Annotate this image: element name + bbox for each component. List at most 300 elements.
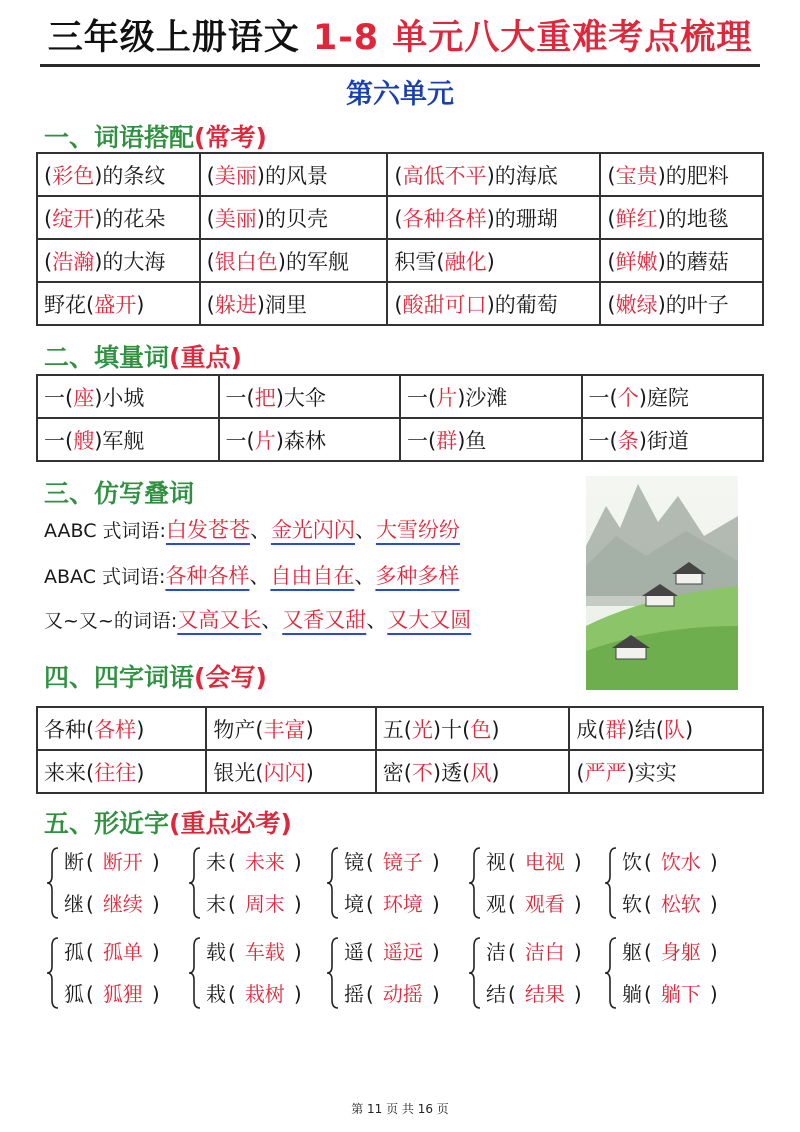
prompt-text: )的花朵 [94, 206, 166, 231]
prompt-text: ( [206, 206, 215, 231]
answer-text: 酸甜可口 [402, 292, 487, 317]
similar-char-group [46, 844, 196, 922]
prompt-text: 一( [225, 428, 255, 453]
base-char: 继 [64, 892, 84, 916]
prompt-text: ( [607, 249, 616, 274]
reduplication-row [44, 514, 460, 544]
answer-word: 继续 [102, 892, 143, 916]
answer-word: 狐狸 [102, 982, 143, 1006]
idiom-row [37, 750, 763, 793]
prompt-text: ( [607, 163, 616, 188]
section-3-heading [44, 474, 194, 510]
reduplication-word: 白发苍苍 [165, 518, 250, 542]
match-cell [600, 239, 763, 282]
match-cell [37, 153, 200, 196]
open-paren: ( [228, 940, 236, 964]
base-char: 境 [344, 892, 364, 916]
prompt-text: )实实 [626, 760, 677, 785]
prompt-text: )透( [432, 760, 471, 785]
base-char: 洁 [486, 940, 506, 964]
answer-text: 美丽 [214, 206, 257, 231]
answer-word: 断开 [102, 850, 143, 874]
answer-word: 松软 [660, 892, 701, 916]
answer-text: 个 [617, 385, 639, 410]
reduplication-word: 各种各样 [165, 564, 250, 588]
reduplication-word: 又大又圆 [387, 608, 472, 632]
brace-icon [326, 844, 340, 922]
prompt-text: 一( [588, 385, 618, 410]
open-paren: ( [366, 850, 374, 874]
open-paren: ( [508, 982, 516, 1006]
answer-text: 融化 [444, 249, 487, 274]
title-divider [40, 64, 760, 67]
prompt-text: )小城 [94, 385, 145, 410]
open-paren: ( [508, 892, 516, 916]
answer-text: 往往 [94, 760, 137, 785]
prompt-text: ( [44, 163, 53, 188]
answer-word: 饮水 [660, 850, 701, 874]
idiom-cell [569, 750, 763, 793]
answer-word: 孤单 [102, 940, 143, 964]
answer-text: 片 [254, 428, 276, 453]
match-cell [387, 153, 600, 196]
base-char: 镜 [344, 850, 364, 874]
similar-char-line [206, 846, 302, 875]
answer-word: 未来 [244, 850, 285, 874]
four-char-table [36, 706, 764, 794]
prompt-text: 一( [407, 428, 437, 453]
match-cell [387, 282, 600, 325]
prompt-text: 物产( [213, 717, 264, 742]
close-paren: ) [431, 982, 440, 1006]
answer-text: 鲜嫩 [615, 249, 658, 274]
prompt-text: ( [206, 163, 215, 188]
section-2-heading [44, 338, 242, 374]
similar-char-line [206, 978, 302, 1007]
prompt-text: )的珊瑚 [486, 206, 558, 231]
section-1-title: 一、词语搭配 [44, 123, 195, 152]
measure-row [37, 418, 763, 461]
brace-icon [604, 844, 618, 922]
open-paren: ( [228, 892, 236, 916]
answer-text: 闪闪 [263, 760, 306, 785]
section-1-note: (常考) [194, 123, 267, 152]
section-2-title: 二、填量词 [44, 343, 170, 372]
base-char: 观 [486, 892, 506, 916]
prompt-text: ) [136, 292, 145, 317]
open-paren: ( [366, 982, 374, 1006]
similar-char-line [622, 888, 718, 917]
prompt-text: )的蘑菇 [657, 249, 729, 274]
prompt-text: )的肥料 [657, 163, 729, 188]
answer-text: 各种各样 [402, 206, 487, 231]
close-paren: ) [431, 892, 440, 916]
open-paren: ( [644, 850, 652, 874]
answer-text: 银白色 [214, 249, 278, 274]
prompt-text: )大伞 [275, 385, 326, 410]
match-cell [200, 282, 388, 325]
section-4-note: (会写) [194, 663, 267, 692]
measure-cell [582, 375, 764, 418]
measure-cell [400, 418, 582, 461]
similar-char-line [64, 936, 160, 965]
prompt-text: 各种( [44, 717, 95, 742]
prompt-text: )军舰 [94, 428, 145, 453]
reduplication-label: ABAC 式词语: [44, 566, 166, 588]
answer-text: 把 [254, 385, 276, 410]
close-paren: ) [573, 892, 582, 916]
title-topic: 1-8 单元八大重难考点梳理 [312, 18, 753, 58]
reduplication-row [44, 604, 471, 634]
match-cell [387, 239, 600, 282]
close-paren: ) [151, 850, 160, 874]
close-paren: ) [431, 850, 440, 874]
page-title [0, 10, 800, 60]
answer-text: 片 [436, 385, 458, 410]
prompt-text: )的军舰 [277, 249, 349, 274]
idiom-cell [569, 707, 763, 750]
reduplication-word: 金光闪闪 [270, 518, 355, 542]
close-paren: ) [709, 940, 718, 964]
prompt-text: )庭院 [638, 385, 689, 410]
section-4-title: 四、四字词语 [44, 663, 195, 692]
unit-heading: 第六单元 [346, 79, 454, 110]
open-paren: ( [86, 892, 94, 916]
answer-text: 艘 [73, 428, 95, 453]
answer-text: 群 [605, 717, 627, 742]
open-paren: ( [366, 940, 374, 964]
measure-word-table [36, 374, 764, 462]
section-5-note: (重点必考) [169, 809, 292, 838]
open-paren: ( [228, 850, 236, 874]
prompt-text: )的叶子 [657, 292, 729, 317]
match-row [37, 239, 763, 282]
answer-text: 盛开 [94, 292, 137, 317]
answer-text: 各样 [94, 717, 137, 742]
answer-text: 座 [73, 385, 95, 410]
measure-row [37, 375, 763, 418]
open-paren: ( [86, 850, 94, 874]
answer-text: 群 [436, 428, 458, 453]
similar-char-group [468, 934, 618, 1012]
close-paren: ) [151, 892, 160, 916]
prompt-text: ( [394, 163, 403, 188]
similar-char-line [206, 888, 302, 917]
answer-text: 严严 [584, 760, 627, 785]
base-char: 躺 [622, 982, 642, 1006]
match-cell [387, 196, 600, 239]
brace-icon [468, 934, 482, 1012]
base-char: 载 [206, 940, 226, 964]
prompt-text: ) [136, 760, 145, 785]
brace-icon [604, 934, 618, 1012]
prompt-text: )十( [432, 717, 471, 742]
prompt-text: ) [491, 760, 500, 785]
similar-char-group [46, 934, 196, 1012]
answer-word: 镜子 [382, 850, 423, 874]
prompt-text: 银光( [213, 760, 264, 785]
prompt-text: ( [206, 249, 215, 274]
reduplication-label: AABC 式词语: [44, 520, 166, 542]
open-paren: ( [86, 982, 94, 1006]
prompt-text: ) [305, 760, 314, 785]
answer-text: 丰富 [263, 717, 306, 742]
answer-text: 绽开 [52, 206, 95, 231]
similar-char-line [622, 978, 718, 1007]
reduplication-label: 又~又~的词语: [44, 610, 178, 632]
similar-char-line [486, 978, 582, 1007]
answer-word: 洁白 [524, 940, 565, 964]
prompt-text: ( [576, 760, 585, 785]
answer-text: 高低不平 [402, 163, 487, 188]
similar-char-line [622, 936, 718, 965]
similar-char-group [326, 934, 476, 1012]
similar-char-group [188, 934, 338, 1012]
answer-word: 遥远 [382, 940, 423, 964]
measure-cell [582, 418, 764, 461]
idiom-cell [37, 750, 206, 793]
reduplication-word: 多种多样 [375, 564, 460, 588]
prompt-text: )森林 [275, 428, 326, 453]
prompt-text: ( [394, 292, 403, 317]
open-paren: ( [508, 850, 516, 874]
similar-char-group [188, 844, 338, 922]
answer-text: 鲜红 [615, 206, 658, 231]
answer-word: 身躯 [660, 940, 701, 964]
prompt-text: ( [607, 206, 616, 231]
close-paren: ) [293, 940, 302, 964]
base-char: 末 [206, 892, 226, 916]
close-paren: ) [293, 982, 302, 1006]
ink-landscape-illustration [586, 476, 738, 690]
answer-text: 彩色 [52, 163, 95, 188]
answer-text: 嫩绿 [615, 292, 658, 317]
prompt-text: 一( [44, 428, 74, 453]
base-char: 孤 [64, 940, 84, 964]
similar-char-line [486, 846, 582, 875]
answer-word: 观看 [524, 892, 565, 916]
close-paren: ) [293, 850, 302, 874]
reduplication-word: 又香又甜 [282, 608, 367, 632]
prompt-text: 一( [588, 428, 618, 453]
match-cell [37, 282, 200, 325]
close-paren: ) [709, 892, 718, 916]
prompt-text: )的大海 [94, 249, 166, 274]
brace-icon [188, 844, 202, 922]
word-match-table [36, 152, 764, 326]
close-paren: ) [293, 892, 302, 916]
idiom-cell [206, 750, 375, 793]
close-paren: ) [573, 940, 582, 964]
section-1-heading [44, 118, 267, 154]
idiom-cell [376, 707, 570, 750]
reduplication-word: 大雪纷纷 [375, 518, 460, 542]
match-cell [200, 196, 388, 239]
separator: 、 [261, 608, 283, 632]
answer-text: 条 [617, 428, 639, 453]
answer-word: 车载 [244, 940, 285, 964]
prompt-text: ) [136, 717, 145, 742]
answer-text: 不 [411, 760, 433, 785]
answer-word: 电视 [524, 850, 565, 874]
similar-char-line [344, 888, 440, 917]
similar-char-group [604, 844, 754, 922]
prompt-text: 成( [576, 717, 606, 742]
idiom-cell [376, 750, 570, 793]
measure-cell [219, 418, 401, 461]
answer-text: 色 [470, 717, 492, 742]
answer-text: 光 [411, 717, 433, 742]
prompt-text: )洞里 [256, 292, 307, 317]
similar-char-line [64, 978, 160, 1007]
base-char: 软 [622, 892, 642, 916]
prompt-text: )的贝壳 [256, 206, 328, 231]
measure-cell [37, 418, 219, 461]
prompt-text: )的海底 [486, 163, 558, 188]
match-cell [600, 282, 763, 325]
prompt-text: 一( [44, 385, 74, 410]
close-paren: ) [573, 982, 582, 1006]
answer-word: 环境 [382, 892, 423, 916]
similar-char-line [344, 978, 440, 1007]
prompt-text: ( [44, 206, 53, 231]
open-paren: ( [644, 892, 652, 916]
measure-cell [37, 375, 219, 418]
reduplication-row [44, 560, 459, 590]
answer-word: 周末 [244, 892, 285, 916]
match-row [37, 196, 763, 239]
page-footer: 第 11 页 共 16 页 [351, 1102, 449, 1116]
prompt-text: 五( [382, 717, 412, 742]
match-cell [200, 239, 388, 282]
measure-cell [219, 375, 401, 418]
prompt-text: 一( [407, 385, 437, 410]
brace-icon [188, 934, 202, 1012]
match-row [37, 282, 763, 325]
separator: 、 [354, 564, 376, 588]
prompt-text: )的条纹 [94, 163, 166, 188]
section-5-title: 五、形近字 [44, 809, 170, 838]
answer-text: 浩瀚 [52, 249, 95, 274]
match-cell [600, 196, 763, 239]
base-char: 视 [486, 850, 506, 874]
base-char: 摇 [344, 982, 364, 1006]
open-paren: ( [508, 940, 516, 964]
close-paren: ) [151, 940, 160, 964]
brace-icon [46, 934, 60, 1012]
section-2-note: (重点) [169, 343, 242, 372]
prompt-text: 一( [225, 385, 255, 410]
prompt-text: 密( [382, 760, 412, 785]
base-char: 躯 [622, 940, 642, 964]
base-char: 饮 [622, 850, 642, 874]
open-paren: ( [644, 982, 652, 1006]
similar-char-group [468, 844, 618, 922]
prompt-text: ( [206, 292, 215, 317]
match-row [37, 153, 763, 196]
similar-char-line [64, 888, 160, 917]
prompt-text: ) [486, 249, 495, 274]
idiom-cell [206, 707, 375, 750]
prompt-text: 积雪( [394, 249, 445, 274]
base-char: 狐 [64, 982, 84, 1006]
section-5-heading [44, 804, 292, 840]
similar-char-group [604, 934, 754, 1012]
base-char: 断 [64, 850, 84, 874]
answer-word: 结果 [524, 982, 565, 1006]
open-paren: ( [228, 982, 236, 1006]
base-char: 遥 [344, 940, 364, 964]
prompt-text: ) [305, 717, 314, 742]
similar-char-line [622, 846, 718, 875]
base-char: 栽 [206, 982, 226, 1006]
close-paren: ) [431, 940, 440, 964]
close-paren: ) [151, 982, 160, 1006]
prompt-text: ) [491, 717, 500, 742]
answer-text: 宝贵 [615, 163, 658, 188]
separator: 、 [249, 518, 271, 542]
similar-char-line [344, 846, 440, 875]
similar-char-line [486, 888, 582, 917]
prompt-text: )鱼 [457, 428, 487, 453]
match-cell [37, 196, 200, 239]
answer-text: 躲进 [214, 292, 257, 317]
similar-char-line [486, 936, 582, 965]
match-cell [37, 239, 200, 282]
prompt-text: ( [607, 292, 616, 317]
answer-word: 躺下 [660, 982, 701, 1006]
prompt-text: )的风景 [256, 163, 328, 188]
base-char: 结 [486, 982, 506, 1006]
answer-text: 美丽 [214, 163, 257, 188]
base-char: 未 [206, 850, 226, 874]
open-paren: ( [366, 892, 374, 916]
prompt-text: 来来( [44, 760, 95, 785]
answer-text: 队 [663, 717, 685, 742]
separator: 、 [366, 608, 388, 632]
open-paren: ( [86, 940, 94, 964]
match-cell [600, 153, 763, 196]
idiom-cell [37, 707, 206, 750]
match-cell [200, 153, 388, 196]
prompt-text: )结( [626, 717, 664, 742]
close-paren: ) [709, 850, 718, 874]
answer-word: 动摇 [382, 982, 423, 1006]
similar-char-line [344, 936, 440, 965]
reduplication-word: 又高又长 [177, 608, 262, 632]
prompt-text: ( [394, 206, 403, 231]
open-paren: ( [644, 940, 652, 964]
prompt-text: )的葡萄 [486, 292, 558, 317]
similar-char-group [326, 844, 476, 922]
prompt-text: )沙滩 [457, 385, 508, 410]
prompt-text: ( [44, 249, 53, 274]
prompt-text: )的地毯 [657, 206, 729, 231]
measure-cell [400, 375, 582, 418]
brace-icon [46, 844, 60, 922]
brace-icon [468, 844, 482, 922]
similar-char-line [206, 936, 302, 965]
prompt-text: )街道 [638, 428, 689, 453]
close-paren: ) [573, 850, 582, 874]
answer-word: 栽树 [244, 982, 285, 1006]
brace-icon [326, 934, 340, 1012]
section-3-title: 三、仿写叠词 [44, 479, 195, 508]
separator: 、 [354, 518, 376, 542]
separator: 、 [249, 564, 271, 588]
title-grade: 三年级上册语文 [47, 18, 300, 58]
similar-char-line [64, 846, 160, 875]
